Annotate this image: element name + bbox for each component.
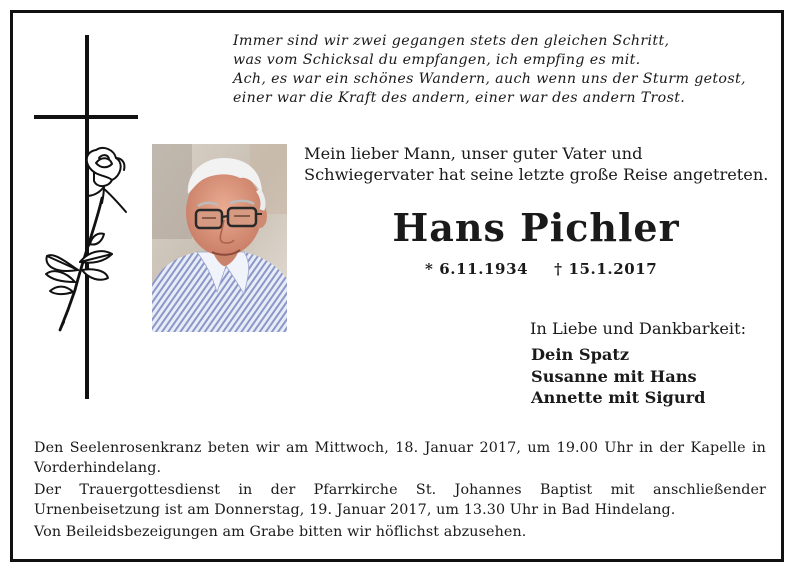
funeral-notice: Der Trauergottesdienst in der Pfarrkirche St. Johannes Baptist mit anschließender Urnenbeisetzung ist am Donnerstag, 19. Januar 2017, um 13.30 Uhr in Bad Hindelang. [34, 482, 766, 518]
poem-line: einer war die Kraft des andern, einer war des andern Trost. [233, 90, 686, 106]
announcement-line: Schwiegervater hat seine letzte große Reise angetreten. [304, 165, 769, 184]
poem-line: was vom Schicksal du empfangen, ich empfing es mit. [233, 52, 641, 68]
poem [233, 32, 773, 108]
mourner-name: Annette mit Sigurd [531, 388, 706, 407]
announcement [304, 143, 774, 185]
cross-icon [34, 35, 138, 399]
mourners-list [531, 344, 705, 409]
thanks-line: In Liebe und Dankbarkeit: [530, 319, 747, 338]
death-date: † 15.1.2017 [554, 260, 658, 278]
deceased-name: Hans Pichler [392, 205, 680, 250]
mourner-name: Susanne mit Hans [531, 366, 697, 386]
rosary-notice: Den Seelenrosenkranz beten wir am Mittwoch, 18. Januar 2017, um 19.00 Uhr in der Kapelle in Vorderhindelang. [34, 440, 766, 476]
birth-date: * 6.11.1934 [425, 260, 529, 278]
poem-line: Immer sind wir zwei gegangen stets den gleichen Schritt, [233, 33, 670, 49]
poem-line: Ach, es war ein schönes Wandern, auch wenn uns der Sturm getost, [233, 71, 746, 87]
service-notices [34, 439, 766, 546]
mourner-name: Dein Spatz [531, 345, 630, 364]
condolence-notice: Von Beileidsbezeigungen am Grabe bitten wir höflichst abzusehen. [34, 524, 527, 541]
portrait-photo [152, 144, 287, 332]
life-dates [425, 260, 657, 278]
announcement-line: Mein lieber Mann, unser guter Vater und [304, 144, 643, 163]
